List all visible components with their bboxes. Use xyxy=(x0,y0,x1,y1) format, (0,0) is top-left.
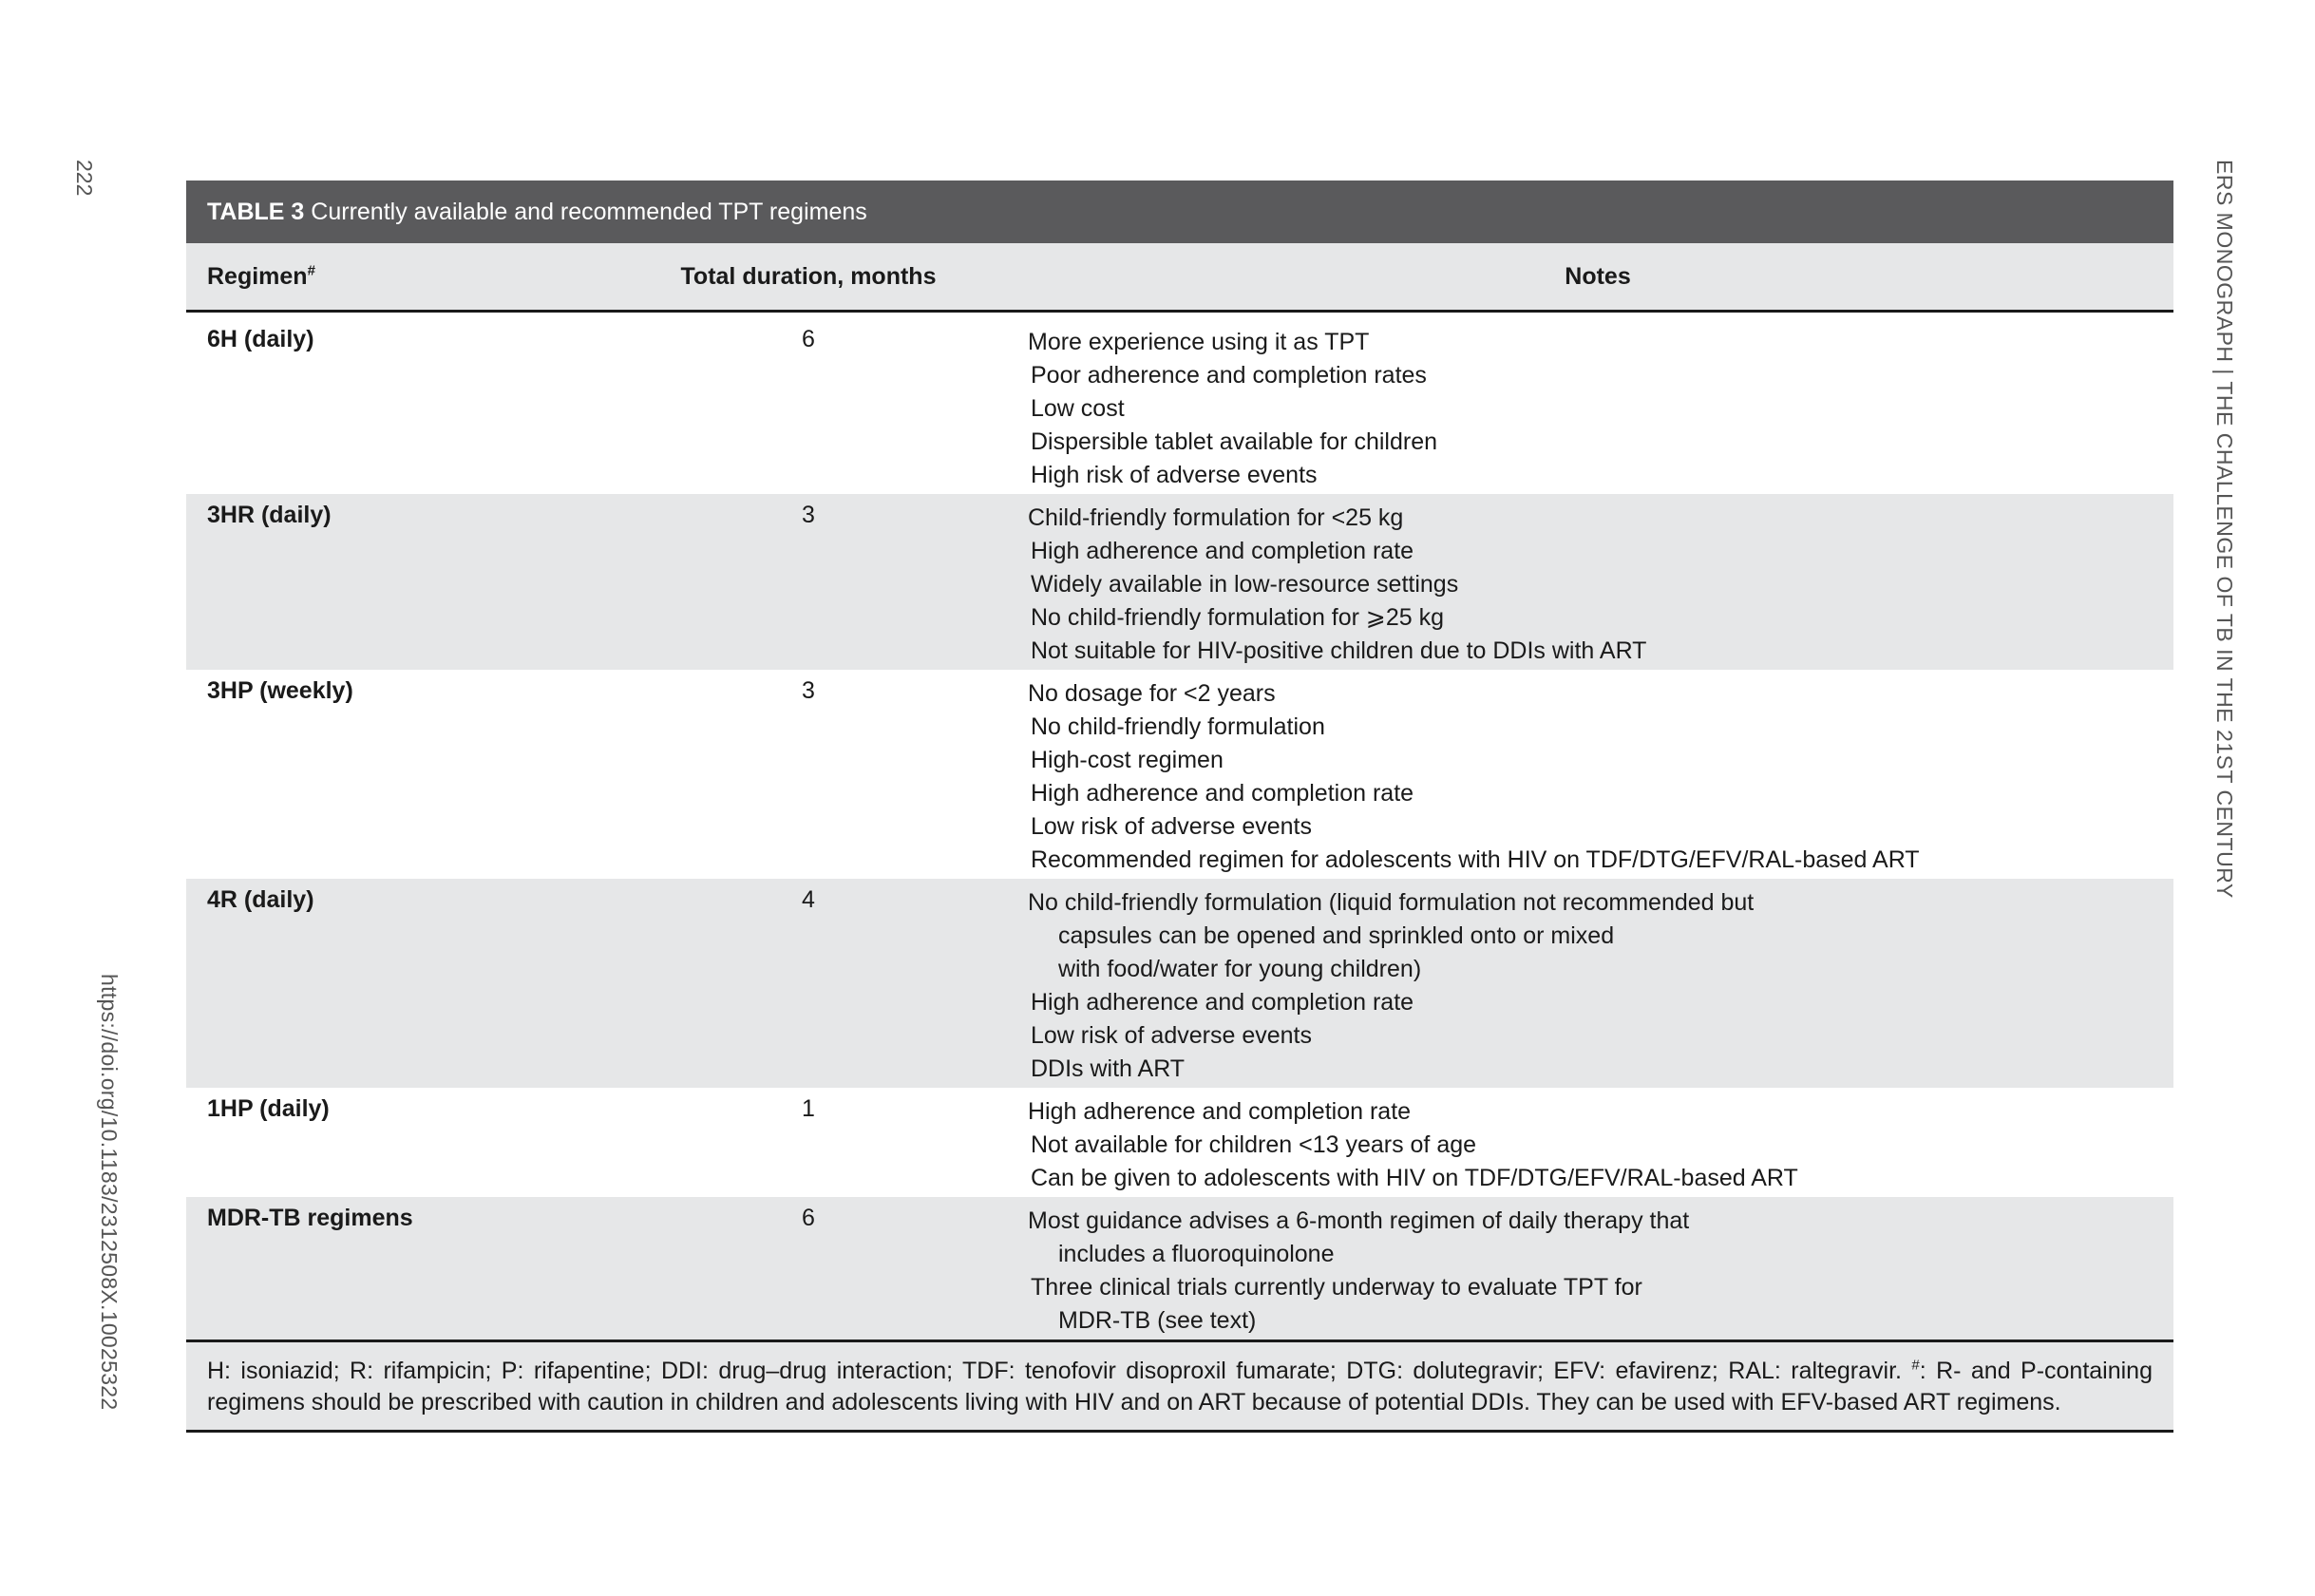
note-line: Child-friendly formulation for <25 kg xyxy=(1028,504,1404,531)
note-line: Poor adherence and completion rates xyxy=(1031,362,1427,389)
regimen-duration: 3 xyxy=(802,502,815,528)
note-line: High risk of adverse events xyxy=(1031,462,1318,488)
header-notes: Notes xyxy=(1022,243,2173,312)
regimen-notes xyxy=(1022,1088,2173,1197)
page-number: 222 xyxy=(72,160,97,197)
table-footnote xyxy=(186,1340,2173,1433)
regimen-notes xyxy=(1022,879,2173,1088)
table-caption xyxy=(186,180,2173,243)
footnote-mark: # xyxy=(1911,1357,1920,1374)
regimen-notes xyxy=(1022,494,2173,670)
note-line: No dosage for <2 years xyxy=(1028,680,1276,707)
note-line: High adherence and completion rate xyxy=(1031,989,1414,1016)
note-line: No child-friendly formulation (liquid formulation not recommended but xyxy=(1028,889,1755,916)
note-line: Most guidance advises a 6-month regimen of daily therapy that xyxy=(1028,1207,1690,1234)
note-line: Low risk of adverse events xyxy=(1031,1022,1312,1049)
regimen-notes xyxy=(1022,312,2173,495)
note-line: DDIs with ART xyxy=(1031,1055,1186,1082)
header-regimen: Regimen# xyxy=(186,243,595,312)
note-line: capsules can be opened and sprinkled onto or mixed xyxy=(1058,922,1615,949)
note-line: includes a fluoroquinolone xyxy=(1058,1241,1335,1267)
note-line: MDR-TB (see text) xyxy=(1058,1307,1257,1334)
regimen-name: 3HR (daily) xyxy=(207,502,332,528)
regimen-name: 1HP (daily) xyxy=(207,1095,330,1122)
table-caption-text: Currently available and recommended TPT regimens xyxy=(311,199,867,225)
regimen-notes xyxy=(1022,1197,2173,1340)
table-row xyxy=(186,670,2173,879)
table-row xyxy=(186,879,2173,1088)
regimens-table xyxy=(186,243,2173,1340)
footnote-abbreviations: H: isoniazid; R: rifampicin; P: rifapentine; DDI: drug–drug interaction; TDF: tenofovir disoproxil fumarate; DTG: dolutegravir; EFV: efavirenz; RAL: raltegravir. xyxy=(207,1358,1912,1384)
table-container xyxy=(186,180,2173,1433)
table-row xyxy=(186,312,2173,495)
regimen-notes xyxy=(1022,670,2173,879)
note-line: Not suitable for HIV-positive children due to DDIs with ART xyxy=(1031,637,1647,664)
note-line: No child-friendly formulation xyxy=(1031,713,1325,740)
regimen-duration: 6 xyxy=(802,326,815,352)
note-line: Low risk of adverse events xyxy=(1031,813,1312,840)
header-regimen-mark: # xyxy=(307,262,315,279)
doi-link[interactable]: https://doi.org/10.1183/2312508X.10025322 xyxy=(97,974,122,1411)
note-line: Low cost xyxy=(1031,395,1125,422)
note-line: More experience using it as TPT xyxy=(1028,329,1370,355)
regimen-name: 6H (daily) xyxy=(207,326,314,352)
table-row xyxy=(186,1197,2173,1340)
footnote-caution: : R- and P-containing regimens should be prescribed with caution in children and adolescents living with HIV and on ART because of potential DDIs. They can be used with EFV-based ART regimens. xyxy=(207,1358,2153,1416)
regimen-name: 4R (daily) xyxy=(207,886,314,913)
table-header-row xyxy=(186,243,2173,312)
regimen-duration: 4 xyxy=(802,886,815,913)
regimen-duration: 6 xyxy=(802,1205,815,1231)
regimen-name: MDR-TB regimens xyxy=(207,1205,413,1231)
note-line: Three clinical trials currently underway to evaluate TPT for xyxy=(1031,1274,1642,1301)
table-caption-label: TABLE 3 xyxy=(207,199,305,225)
regimen-duration: 1 xyxy=(802,1095,815,1122)
regimen-name: 3HP (weekly) xyxy=(207,677,353,704)
note-line: Dispersible tablet available for children xyxy=(1031,428,1438,455)
note-line: with food/water for young children) xyxy=(1058,956,1422,982)
table-row xyxy=(186,494,2173,670)
note-line: Can be given to adolescents with HIV on TDF/DTG/EFV/RAL-based ART xyxy=(1031,1165,1798,1191)
regimen-duration: 3 xyxy=(802,677,815,704)
note-line: High adherence and completion rate xyxy=(1031,538,1414,564)
note-line: Widely available in low-resource settings xyxy=(1031,571,1459,598)
running-head: ERS MONOGRAPH | THE CHALLENGE OF TB IN THE 21ST CENTURY xyxy=(2212,160,2237,899)
note-line: High adherence and completion rate xyxy=(1028,1098,1412,1125)
table-row xyxy=(186,1088,2173,1197)
note-line: No child-friendly formulation for ⩾25 kg xyxy=(1031,604,1445,631)
note-line: High adherence and completion rate xyxy=(1031,780,1414,807)
note-line: Recommended regimen for adolescents with HIV on TDF/DTG/EFV/RAL-based ART xyxy=(1031,846,1920,873)
note-line: High-cost regimen xyxy=(1031,747,1224,773)
header-duration: Total duration, months xyxy=(595,243,1022,312)
note-line: Not available for children <13 years of age xyxy=(1031,1131,1477,1158)
